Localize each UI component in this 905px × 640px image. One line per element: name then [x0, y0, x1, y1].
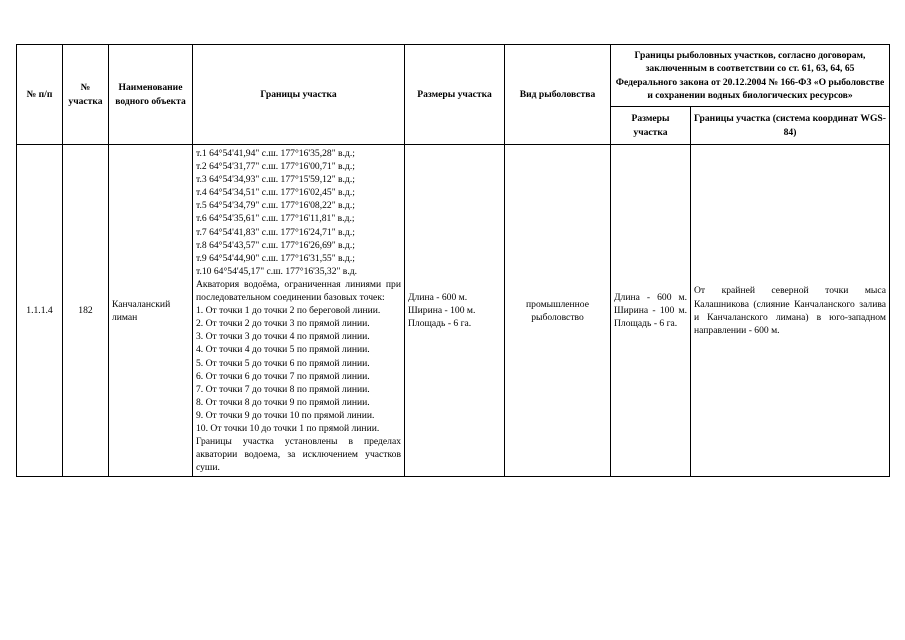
header-plot-number: № участка: [63, 45, 109, 145]
point-line: т.1 64°54'41,94" с.ш. 177°16'35,28" в.д.;: [196, 148, 355, 159]
line-item: 4. От точки 4 до точки 5 по прямой линии.: [196, 344, 370, 356]
point-line: т.8 64°54'43,57" с.ш. 177°16'26,69" в.д.;: [196, 239, 355, 251]
row-size: [405, 145, 505, 477]
row-contract-bounds: От крайней северной точки мыса Калашникова (слияние Канчаланского залива и Канчаланского лимана) в юго-западном направлении - 600 м.: [691, 145, 890, 477]
table-row: [17, 145, 890, 477]
point-line: т.5 64°54'34,79" с.ш. 177°16'08,22" в.д.;: [196, 200, 355, 212]
size-width: Ширина - 100 м.: [408, 305, 476, 317]
size-length: Длина - 600 м.: [408, 292, 468, 304]
line-item: 6. От точки 6 до точки 7 по прямой линии.: [196, 370, 370, 382]
point-line: т.7 64°54'41,83" с.ш. 177°16'24,71" в.д.;: [196, 226, 355, 238]
fishing-plots-table: [16, 44, 890, 477]
line-item: 9. От точки 9 до точки 10 по прямой линии.: [196, 409, 375, 421]
line-item: 7. От точки 7 до точки 8 по прямой линии.: [196, 383, 370, 395]
header-contract-group: Границы рыболовных участков, согласно договорам, заключенным в соответствии со ст. 61, 63, 64, 65 Федерального закона от 20.12.2004 № 166-ФЗ «О рыболовстве и сохранении водных биологических ресурсов»: [611, 45, 890, 107]
row-fishing-kind: промышленное рыболовство: [505, 145, 611, 477]
row-contract-size: Длина - 600 м. Ширина - 100 м. Площадь - 6 га.: [611, 145, 691, 477]
header-bounds: Границы участка: [193, 45, 405, 145]
header-size: Размеры участка: [405, 45, 505, 145]
point-line: т.4 64°54'34,51" с.ш. 177°16'02,45" в.д.;: [196, 187, 355, 199]
line-item: 2. От точки 2 до точки 3 по прямой линии.: [196, 318, 370, 330]
header-row: [17, 45, 890, 107]
point-line: т.2 64°54'31,77" с.ш. 177°16'00,71" в.д.;: [196, 161, 355, 173]
row-water-body: Канчаланский лиман: [109, 145, 193, 477]
line-item: 1. От точки 1 до точки 2 по береговой линии.: [196, 305, 381, 317]
row-plot-number: 182: [63, 145, 109, 477]
point-line: т.10 64°54'45,17" с.ш. 177°16'35,32" в.д.: [196, 265, 358, 277]
header-water-body: Наименование водного объекта: [109, 45, 193, 145]
header-number: № п/п: [17, 45, 63, 145]
line-item: 3. От точки 3 до точки 4 по прямой линии.: [196, 331, 370, 343]
row-bounds: [193, 145, 405, 477]
header-contract-bounds: Границы участка (система координат WGS-84): [691, 107, 890, 145]
line-item: 5. От точки 5 до точки 6 по прямой линии.: [196, 357, 370, 369]
closing-note: Границы участка установлены в пределах акватории водоема, за исключением участков суши.: [196, 436, 401, 474]
point-line: т.3 64°54'34,93" с.ш. 177°15'59,12" в.д.;: [196, 174, 355, 186]
line-item: 10. От точки 10 до точки 1 по прямой линии.: [196, 422, 380, 434]
point-line: т.6 64°54'35,61" с.ш. 177°16'11,81" в.д.;: [196, 213, 355, 225]
header-fishing-kind: Вид рыболовства: [505, 45, 611, 145]
point-line: т.9 64°54'44,90" с.ш. 177°16'31,55" в.д.;: [196, 252, 355, 264]
size-area: Площадь - 6 га.: [408, 318, 472, 330]
line-item: 8. От точки 8 до точки 9 по прямой линии.: [196, 396, 370, 408]
header-contract-size: Размеры участка: [611, 107, 691, 145]
row-number: 1.1.1.4: [17, 145, 63, 477]
aquatory-intro: Акватория водоёма, ограниченная линиями при последовательном соединении базовых точек:: [196, 278, 401, 304]
